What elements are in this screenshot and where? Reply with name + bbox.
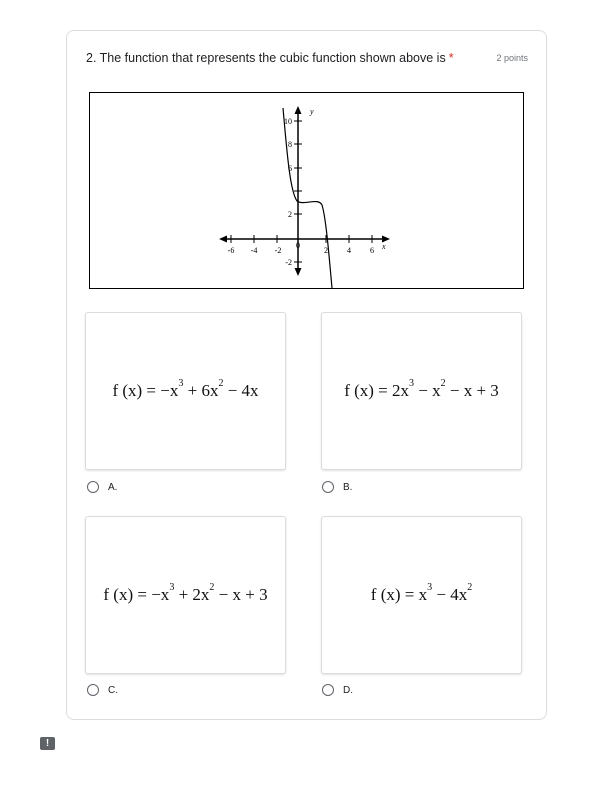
x-axis-arrow-left [219,236,227,243]
option-c-radio[interactable] [87,684,99,696]
option-a-formula: f $(x) = -x^3 + 6x^2 - 4x$ [112,378,259,400]
option-b-radio[interactable] [322,481,334,493]
points-label: 2 points [496,53,528,63]
question-text: 2. The function that represents the cubic function shown above is [86,51,446,65]
y-tick-label: -2 [285,258,292,267]
option-b-label[interactable]: B. [343,481,353,493]
graph-image [89,92,524,289]
option-b-image[interactable] [321,312,522,470]
option-d-image[interactable] [321,516,522,674]
option-b-formula: f $(x) = 2x^3 - x^2 - x + 3$ [344,378,499,400]
option-c-formula: f $(x) = -x^3 + 2x^2 - x + 3$ [103,582,268,604]
x-tick-label: 4 [347,246,351,255]
option-a-radio-row[interactable] [87,481,117,493]
y-axis-arrow-down [295,268,302,276]
y-axis-arrow-up [295,106,302,114]
required-asterisk: * [448,51,454,65]
option-a-radio[interactable] [87,481,99,493]
option-d-radio-row[interactable] [322,684,353,696]
x-axis-label: x [382,242,386,251]
x-tick-label: 2 [324,246,328,255]
option-c-image[interactable] [85,516,286,674]
option-d-label[interactable]: D. [343,684,353,696]
x-tick-label: -4 [250,246,258,255]
report-feedback-icon[interactable]: ! [40,737,55,750]
y-tick-label: 6 [288,164,292,173]
option-a-label[interactable]: A. [108,481,118,493]
x-tick-label: -6 [227,246,235,255]
option-c-radio-row[interactable] [87,684,118,696]
option-a-image[interactable] [85,312,286,470]
origin-label: 0 [296,241,300,250]
option-c-label[interactable]: C. [108,684,118,696]
question-card [66,30,547,720]
option-d-radio[interactable] [322,684,334,696]
option-d-formula: f $(x) = x^3 - 4x^2$ [370,582,473,604]
x-tick-label: 6 [370,246,374,255]
y-tick-label: 2 [288,210,292,219]
cubic-graph [90,93,525,290]
x-tick-label: -2 [274,246,282,255]
y-tick-label: 10 [284,117,292,126]
y-axis-label: y [310,107,314,116]
question-title [86,51,454,65]
option-b-radio-row[interactable] [322,481,352,493]
y-tick-label: 8 [288,140,292,149]
